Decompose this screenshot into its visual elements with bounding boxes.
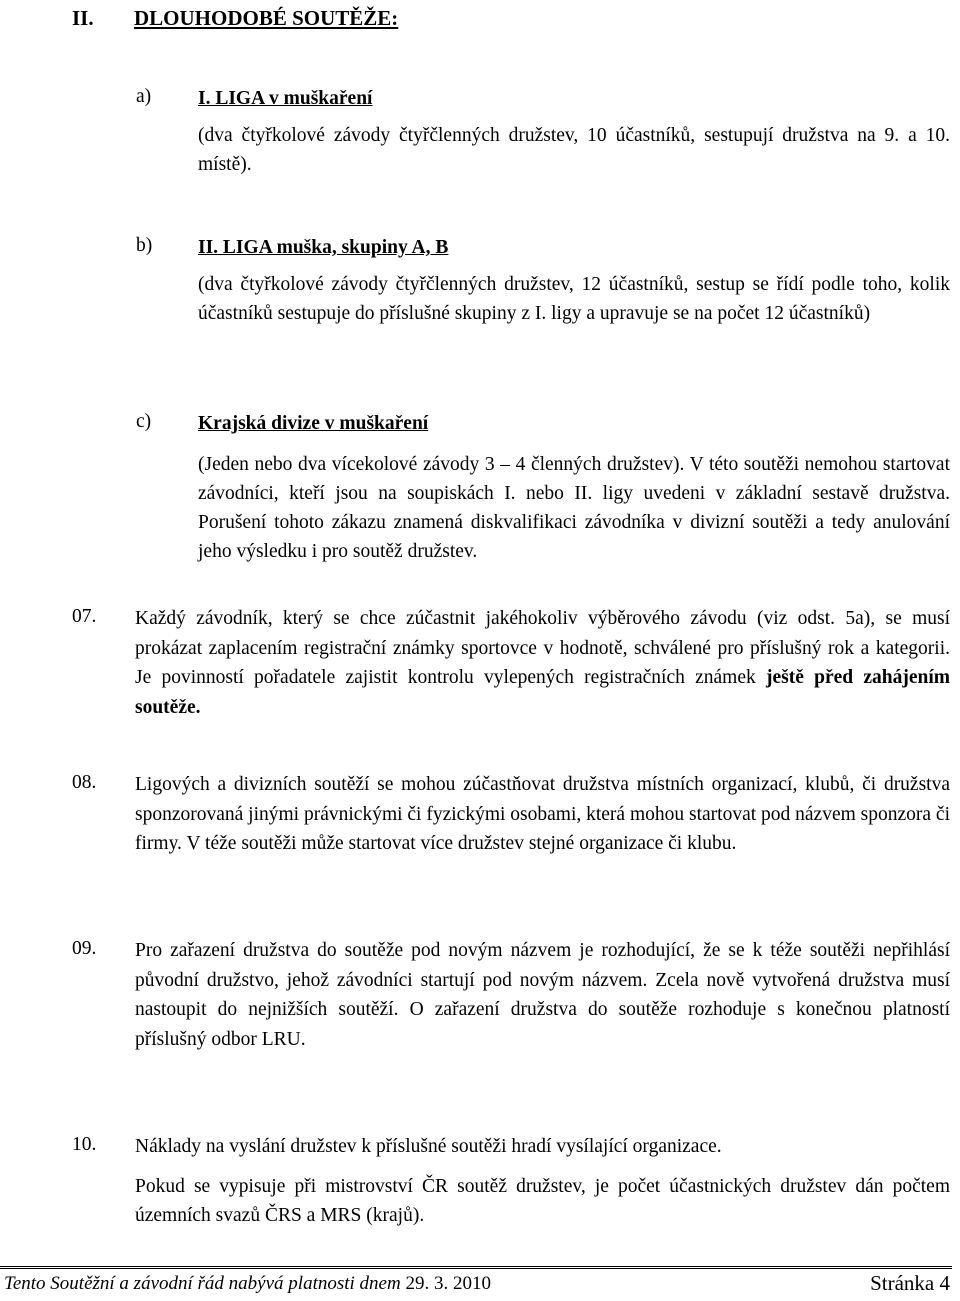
section-c-label: c) <box>136 411 152 432</box>
paragraph-08-number: 08. <box>72 772 97 793</box>
section-a-title: I. LIGA v muškaření <box>198 88 373 109</box>
heading-title: DLOUHODOBÉ SOUTĚŽE: <box>134 6 399 30</box>
footer-note <box>4 1273 491 1295</box>
paragraph-07-bold: ještě před zahájením soutěže <box>135 667 951 718</box>
paragraph-08: Ligových a divizních soutěží se mohou zúčastňovat družstva místních organizací, klubů, či družstva sponzorovaná jinými právnickými či fyzickými osobami, která mohou startovat pod názvem sponzora či firmy. V téže soutěži může startovat více družstev stejné organizace či klubu. <box>135 774 950 854</box>
section-a <box>198 84 950 179</box>
section-a-text: (dva čtyřkolové závody čtyřčlenných družstev, 10 účastníků, sestupují družstva na 9. a 10. místě). <box>198 125 950 175</box>
section-b-label: b) <box>136 235 153 256</box>
section-a-label: a) <box>136 86 152 107</box>
section-c-text: (Jeden nebo dva vícekolové závody 3 – 4 členných družstev). V této soutěži nemohou startovat závodníci, kteří jsou na soupiskách I. nebo II. ligy uvedeni v základní sestavě družstva. Porušení tohoto zákazu znamená diskvalifikaci závodníka v divizní soutěži a tedy anulování jeho výsledku i pro soutěž družstev. <box>198 454 950 562</box>
heading-number: II. <box>72 6 94 30</box>
footer-divider <box>0 1266 952 1269</box>
paragraph-07-number: 07. <box>72 606 97 627</box>
paragraph-10-text: Náklady na vyslání družstev k příslušné soutěži hradí vysílající organizace. <box>135 1136 722 1157</box>
paragraph-07-end: . <box>195 696 201 718</box>
section-b <box>198 233 950 328</box>
footer-note-text: Tento Soutěžní a závodní řád nabývá platnosti dnem <box>4 1273 401 1294</box>
section-c-title: Krajská divize v muškaření <box>198 413 429 434</box>
page-number: Stránka 4 <box>870 1271 950 1295</box>
paragraph-07 <box>135 604 950 722</box>
paragraph-07-text: Každý závodník, který se chce zúčastnit jakéhokoliv výběrového závodu (viz odst. 5a), se musí prokázat zaplacením registrační známky sportovce v hodnotě, schválené pro příslušný rok a kategorii. Je povinností pořadatele zajistit kontrolu vylepených registračních známek <box>135 608 950 688</box>
paragraph-09-number: 09. <box>72 938 97 959</box>
paragraph-10-text2: Pokud se vypisuje při mistrovství ČR soutěž družstev, je počet účastnických družstev dán počtem územních svazů ČRS a MRS (krajů). <box>135 1175 950 1226</box>
paragraph-10-number: 10. <box>72 1134 97 1155</box>
paragraph-10 <box>135 1132 950 1231</box>
page-heading <box>72 6 398 31</box>
section-b-text: (dva čtyřkolové závody čtyřčlenných družstev, 12 účastníků, sestup se řídí podle toho, kolik účastníků sestupuje do příslušné skupiny z I. ligy a upravuje se na počet 12 účastníků) <box>198 274 950 324</box>
footer-date: 29. 3. 2010 <box>405 1273 491 1294</box>
section-c <box>198 409 950 566</box>
section-b-title: II. LIGA muška, skupiny A, B <box>198 237 449 258</box>
paragraph-09: Pro zařazení družstva do soutěže pod novým názvem je rozhodující, že se k téže soutěži nepřihlásí původní družstvo, jehož závodníci startují pod novým názvem. Zcela nově vytvořená družstva musí nastoupit do nejnižších soutěží. O zařazení družstva do soutěže rozhoduje s konečnou platností příslušný odbor LRU. <box>135 940 950 1050</box>
